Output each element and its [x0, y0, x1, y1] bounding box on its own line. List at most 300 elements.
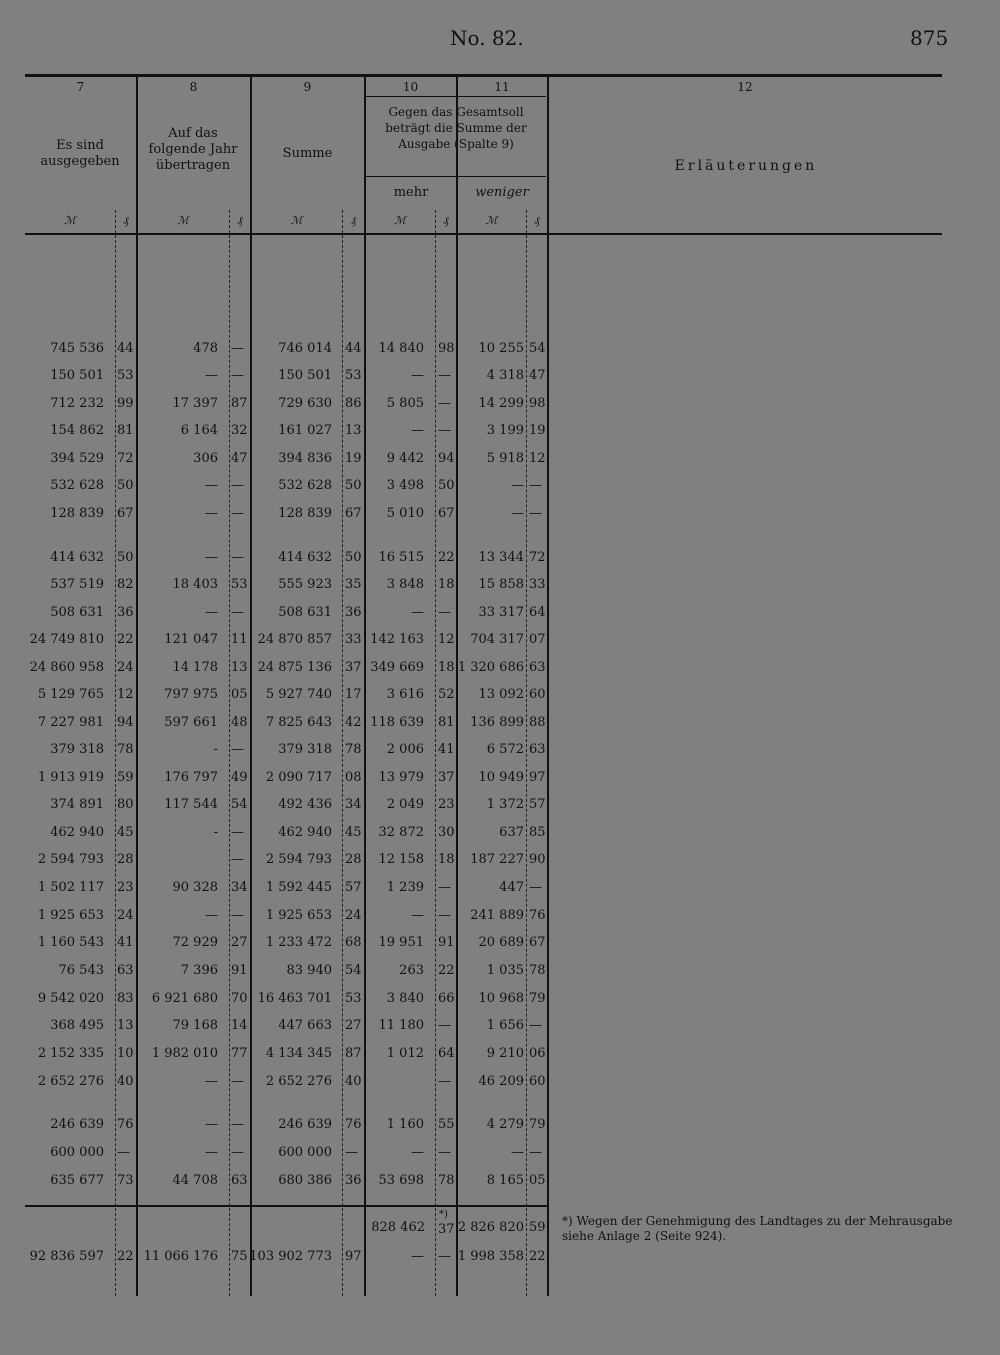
cell-ausgegeben-pf: 22 — [117, 632, 134, 647]
cell-mehr-pf: — — [438, 368, 451, 383]
cell-mehr-pf: — — [438, 605, 451, 620]
cell-weniger-pf: 76 — [529, 908, 546, 923]
cell-ausgegeben-pf: 82 — [117, 577, 134, 592]
cell-ausgegeben-mark: 2 652 276 — [37, 1074, 104, 1089]
cell-uebertragen-mark: — — [205, 1117, 218, 1132]
cell-ausgegeben-mark: 7 227 981 — [37, 715, 104, 730]
cell-summe-mark: 246 639 — [278, 1117, 332, 1132]
cell-uebertragen-pf: — — [231, 852, 244, 867]
cell-weniger-mark: 13 344 — [478, 550, 524, 565]
total-a-weniger-mark: 2 826 820 — [457, 1220, 524, 1235]
cell-ausgegeben-pf: 81 — [117, 423, 134, 438]
cell-ausgegeben-mark: 374 891 — [50, 797, 104, 812]
cell-ausgegeben-mark: 1 160 543 — [37, 935, 104, 950]
cell-summe-pf: 40 — [345, 1074, 362, 1089]
cell-weniger-pf: 05 — [529, 1173, 546, 1188]
unit-pf-9: ₰ — [350, 214, 357, 227]
cell-uebertragen-pf: — — [231, 908, 244, 923]
unit-pf-8: ₰ — [237, 214, 243, 227]
cell-ausgegeben-mark: 745 536 — [50, 341, 104, 356]
cell-mehr-mark: 19 951 — [378, 935, 424, 950]
cell-uebertragen-mark: 7 396 — [180, 963, 218, 978]
cell-weniger-mark: 4 279 — [486, 1117, 524, 1132]
cell-ausgegeben-pf: 28 — [117, 852, 134, 867]
cell-mehr-pf: — — [438, 1074, 451, 1089]
cell-summe-pf: 53 — [345, 991, 362, 1006]
cell-weniger-pf: — — [529, 1145, 542, 1160]
cell-uebertragen-pf: 14 — [231, 1018, 248, 1033]
cell-weniger-mark: 15 858 — [478, 577, 524, 592]
cell-mehr-pf: 22 — [438, 550, 455, 565]
cell-mehr-pf: 67 — [438, 506, 455, 521]
divider-7-8 — [136, 76, 138, 1296]
cell-summe-mark: 447 663 — [278, 1018, 332, 1033]
cell-uebertragen-mark: — — [205, 368, 218, 383]
cell-weniger-mark: 9 210 — [486, 1046, 524, 1061]
cell-uebertragen-pf: — — [231, 825, 244, 840]
cell-weniger-pf: 85 — [529, 825, 546, 840]
cell-uebertragen-pf: 47 — [231, 451, 248, 466]
cell-summe-mark: 394 836 — [278, 451, 332, 466]
col-num-12: 12 — [737, 80, 753, 94]
cell-uebertragen-pf: — — [231, 1145, 244, 1160]
cell-summe-mark: 508 631 — [278, 605, 332, 620]
cell-summe-mark: 2 090 717 — [265, 770, 332, 785]
cell-summe-pf: 28 — [345, 852, 362, 867]
cell-ausgegeben-mark: 150 501 — [50, 368, 104, 383]
page-number: 875 — [910, 26, 949, 50]
cell-weniger-mark: 3 199 — [486, 423, 524, 438]
cell-mehr-pf: 52 — [438, 687, 455, 702]
cell-summe-mark: 729 630 — [278, 396, 332, 411]
cell-ausgegeben-pf: 59 — [117, 770, 134, 785]
cell-mehr-pf: — — [438, 1018, 451, 1033]
cell-ausgegeben-pf: 23 — [117, 880, 134, 895]
cell-weniger-pf: — — [529, 880, 542, 895]
cell-summe-mark: 2 652 276 — [265, 1074, 332, 1089]
cell-ausgegeben-mark: 1 913 919 — [37, 770, 104, 785]
col-num-10: 10 — [402, 80, 419, 94]
cell-ausgegeben-mark: 2 152 335 — [37, 1046, 104, 1061]
cell-weniger-mark: — — [511, 506, 524, 521]
divider-10-11 — [456, 76, 458, 1296]
cell-summe-pf: 67 — [345, 506, 362, 521]
cell-weniger-pf: 88 — [529, 715, 546, 730]
cell-summe-mark: 379 318 — [278, 742, 332, 757]
cell-weniger-pf: 67 — [529, 935, 546, 950]
cell-mehr-pf: 64 — [438, 1046, 455, 1061]
cell-ausgegeben-mark: 9 542 020 — [37, 991, 104, 1006]
cell-ausgegeben-mark: 532 628 — [50, 478, 104, 493]
cell-uebertragen-pf: 54 — [231, 797, 248, 812]
cell-weniger-pf: 12 — [529, 451, 546, 466]
cell-weniger-mark: 10 968 — [478, 991, 524, 1006]
unit-mark-8: ℳ — [177, 214, 189, 227]
cell-mehr-mark: 2 049 — [386, 797, 424, 812]
cell-weniger-mark: 704 317 — [470, 632, 524, 647]
cell-ausgegeben-pf: 80 — [117, 797, 134, 812]
cell-summe-mark: 1 925 653 — [265, 908, 332, 923]
cell-ausgegeben-pf: 83 — [117, 991, 134, 1006]
col-num-8: 8 — [189, 80, 198, 94]
cell-ausgegeben-pf: 73 — [117, 1173, 134, 1188]
cell-uebertragen-mark: 44 708 — [172, 1173, 218, 1188]
cell-ausgegeben-mark: 92 836 597 — [29, 1249, 104, 1264]
page-number-label: No. 82. — [450, 26, 524, 50]
cell-uebertragen-mark: 72 929 — [172, 935, 218, 950]
cell-uebertragen-pf: 32 — [231, 423, 248, 438]
cell-weniger-pf: 60 — [529, 1074, 546, 1089]
cell-summe-pf: 76 — [345, 1117, 362, 1132]
cell-weniger-mark: 447 — [499, 880, 524, 895]
cell-ausgegeben-mark: 24 860 958 — [29, 660, 104, 675]
cell-ausgegeben-mark: 414 632 — [50, 550, 104, 565]
cell-summe-mark: 746 014 — [278, 341, 332, 356]
cell-summe-mark: 16 463 701 — [257, 991, 332, 1006]
cell-mehr-mark: 12 158 — [378, 852, 424, 867]
cell-uebertragen-mark: — — [205, 605, 218, 620]
cell-mehr-mark: 13 979 — [378, 770, 424, 785]
cell-weniger-mark: 33 317 — [478, 605, 524, 620]
cell-summe-pf: 53 — [345, 368, 362, 383]
cell-summe-pf: 27 — [345, 1018, 362, 1033]
cell-uebertragen-pf: 48 — [231, 715, 248, 730]
cell-weniger-mark: 187 227 — [470, 852, 524, 867]
cell-ausgegeben-pf: 24 — [117, 908, 134, 923]
cell-weniger-pf: 33 — [529, 577, 546, 592]
header-bottom-rule — [25, 233, 942, 235]
cell-weniger-pf: 54 — [529, 341, 546, 356]
cell-weniger-pf: 47 — [529, 368, 546, 383]
cell-ausgegeben-mark: 1 502 117 — [37, 880, 104, 895]
cell-summe-pf: 57 — [345, 880, 362, 895]
cell-summe-mark: 532 628 — [278, 478, 332, 493]
cell-mehr-pf: 23 — [438, 797, 455, 812]
cell-summe-pf: 50 — [345, 478, 362, 493]
cell-mehr-pf: 91 — [438, 935, 455, 950]
cell-uebertragen-mark: — — [205, 550, 218, 565]
cell-uebertragen-mark: 17 397 — [172, 396, 218, 411]
cell-weniger-pf: 72 — [529, 550, 546, 565]
cell-ausgegeben-pf: 63 — [117, 963, 134, 978]
cell-ausgegeben-pf: 50 — [117, 478, 134, 493]
cell-uebertragen-pf: 91 — [231, 963, 248, 978]
unit-mark-10: ℳ — [394, 214, 406, 227]
cell-summe-mark: 128 839 — [278, 506, 332, 521]
cell-mehr-pf: 50 — [438, 478, 455, 493]
cell-summe-mark: 103 902 773 — [249, 1249, 332, 1264]
cell-weniger-mark: 46 209 — [478, 1074, 524, 1089]
cell-mehr-mark: 32 872 — [378, 825, 424, 840]
cell-uebertragen-mark: 1 982 010 — [151, 1046, 218, 1061]
cell-uebertragen-pf: — — [231, 341, 244, 356]
cell-weniger-pf: 90 — [529, 852, 546, 867]
cell-uebertragen-pf: — — [231, 550, 244, 565]
divider-8-9 — [250, 76, 252, 1296]
cell-uebertragen-pf: 75 — [231, 1249, 248, 1264]
cell-mehr-pf: 55 — [438, 1117, 455, 1132]
cell-summe-mark: 680 386 — [278, 1173, 332, 1188]
cell-weniger-mark: 1 656 — [486, 1018, 524, 1033]
cell-summe-mark: 1 233 472 — [265, 935, 332, 950]
cell-summe-mark: 150 501 — [278, 368, 332, 383]
footnote: *) Wegen der Genehmigung des Landtages zu der Mehrausgabe siehe Anlage 2 (Seite 924). — [562, 1214, 953, 1243]
cell-uebertragen-mark: — — [205, 908, 218, 923]
cell-ausgegeben-mark: 128 839 — [50, 506, 104, 521]
cell-uebertragen-mark: — — [205, 1074, 218, 1089]
cell-summe-pf: 17 — [345, 687, 362, 702]
cell-summe-pf: 45 — [345, 825, 362, 840]
cell-ausgegeben-mark: 394 529 — [50, 451, 104, 466]
cell-uebertragen-pf: — — [231, 368, 244, 383]
unit-pf-10: ₰ — [443, 214, 449, 227]
cell-mehr-pf: 81 — [438, 715, 455, 730]
cell-mehr-mark: 16 515 — [378, 550, 424, 565]
cell-weniger-mark: 6 572 — [486, 742, 524, 757]
cell-uebertragen-pf: 70 — [231, 991, 248, 1006]
cell-mehr-mark: — — [411, 423, 424, 438]
cell-weniger-pf: — — [529, 478, 542, 493]
cell-ausgegeben-pf: 45 — [117, 825, 134, 840]
cell-summe-mark: 24 870 857 — [257, 632, 332, 647]
cell-ausgegeben-pf: 22 — [117, 1249, 134, 1264]
cell-weniger-mark: 1 035 — [486, 963, 524, 978]
cell-weniger-mark: 5 918 — [486, 451, 524, 466]
cell-weniger-mark: 1 320 686 — [457, 660, 524, 675]
cell-summe-mark: 24 875 136 — [257, 660, 332, 675]
total-a-mehr-pf: 37 — [438, 1222, 455, 1237]
cell-ausgegeben-pf: 41 — [117, 935, 134, 950]
cell-mehr-pf: 66 — [438, 991, 455, 1006]
cell-ausgegeben-pf: 78 — [117, 742, 134, 757]
cell-uebertragen-pf: 87 — [231, 396, 248, 411]
cell-mehr-mark: 3 840 — [386, 991, 424, 1006]
cell-mehr-pf: 22 — [438, 963, 455, 978]
unit-pf-7: ₰ — [123, 214, 129, 227]
cell-summe-pf: 19 — [345, 451, 362, 466]
cell-summe-pf: 42 — [345, 715, 362, 730]
cell-weniger-mark: 4 318 — [486, 368, 524, 383]
cell-summe-pf: 50 — [345, 550, 362, 565]
cell-ausgegeben-mark: 600 000 — [50, 1145, 104, 1160]
cell-mehr-mark: 3 498 — [386, 478, 424, 493]
cell-ausgegeben-pf: 72 — [117, 451, 134, 466]
cell-ausgegeben-mark: 462 940 — [50, 825, 104, 840]
cell-ausgegeben-pf: 12 — [117, 687, 134, 702]
cell-mehr-pf: — — [438, 423, 451, 438]
cell-summe-pf: 36 — [345, 605, 362, 620]
cell-mehr-mark: 14 840 — [378, 341, 424, 356]
cell-weniger-mark: 1 998 358 — [457, 1249, 524, 1264]
cell-summe-pf: — — [345, 1145, 358, 1160]
cell-mehr-pf: — — [438, 396, 451, 411]
cell-uebertragen-mark: 79 168 — [172, 1018, 218, 1033]
unit-mark-11: ℳ — [485, 214, 498, 227]
cell-weniger-pf: 79 — [529, 991, 546, 1006]
cell-summe-mark: 462 940 — [278, 825, 332, 840]
cell-mehr-mark: 142 163 — [370, 632, 424, 647]
cell-summe-mark: 492 436 — [278, 797, 332, 812]
cell-uebertragen-pf: — — [231, 478, 244, 493]
cell-ausgegeben-mark: 368 495 — [50, 1018, 104, 1033]
col-title-8: Auf das folgende Jahr übertragen — [148, 126, 238, 173]
cell-uebertragen-pf: 49 — [231, 770, 248, 785]
cell-uebertragen-pf: — — [231, 1074, 244, 1089]
cell-summe-pf: 68 — [345, 935, 362, 950]
cell-mehr-mark: 11 180 — [378, 1018, 424, 1033]
cell-weniger-pf: 57 — [529, 797, 546, 812]
col-sub-10: mehr — [393, 185, 429, 200]
cell-summe-mark: 161 027 — [278, 423, 332, 438]
col-group-title-10-11: Gegen das Gesamtsoll beträgt die Summe der Ausgabe (Spalte 9) — [385, 105, 527, 151]
cell-uebertragen-mark: 6 164 — [180, 423, 218, 438]
cell-uebertragen-mark: 6 921 680 — [151, 991, 218, 1006]
cell-weniger-pf: 97 — [529, 770, 546, 785]
cell-summe-pf: 13 — [345, 423, 362, 438]
cell-uebertragen-mark: 306 — [193, 451, 218, 466]
cell-uebertragen-pf: 11 — [231, 632, 248, 647]
cell-mehr-pf: 41 — [438, 742, 455, 757]
col-num-7: 7 — [76, 80, 85, 94]
cell-weniger-pf: — — [529, 1018, 542, 1033]
cell-ausgegeben-mark: 24 749 810 — [29, 632, 104, 647]
top-rule — [25, 74, 942, 77]
cell-uebertragen-mark: 18 403 — [172, 577, 218, 592]
cell-summe-pf: 35 — [345, 577, 362, 592]
cell-uebertragen-pf: 53 — [231, 577, 248, 592]
cell-ausgegeben-mark: 76 543 — [58, 963, 104, 978]
cell-summe-mark: 1 592 445 — [265, 880, 332, 895]
cell-weniger-mark: 10 949 — [478, 770, 524, 785]
cell-uebertragen-mark: 121 047 — [164, 632, 218, 647]
cell-summe-pf: 34 — [345, 797, 362, 812]
cell-ausgegeben-pf: 13 — [117, 1018, 134, 1033]
cell-uebertragen-mark: 478 — [193, 341, 218, 356]
cell-ausgegeben-pf: 67 — [117, 506, 134, 521]
cell-summe-mark: 7 825 643 — [265, 715, 332, 730]
cell-weniger-mark: 13 092 — [478, 687, 524, 702]
cell-ausgegeben-mark: 635 677 — [50, 1173, 104, 1188]
divider-9-10 — [364, 76, 366, 1296]
cell-uebertragen-mark: 90 328 — [172, 880, 218, 895]
cell-uebertragen-mark: - — [213, 742, 218, 757]
cell-ausgegeben-mark: 379 318 — [50, 742, 104, 757]
cell-ausgegeben-pf: 50 — [117, 550, 134, 565]
cell-weniger-pf: 63 — [529, 660, 546, 675]
cell-summe-pf: 36 — [345, 1173, 362, 1188]
unit-mark-9: ℳ — [290, 214, 303, 227]
cell-mehr-pf: 98 — [438, 341, 455, 356]
cell-mehr-pf: 37 — [438, 770, 455, 785]
cell-summe-pf: 78 — [345, 742, 362, 757]
cell-mehr-mark: 53 698 — [378, 1173, 424, 1188]
cell-weniger-pf: — — [529, 506, 542, 521]
cell-uebertragen-pf: 05 — [231, 687, 248, 702]
cell-mehr-pf: — — [438, 1249, 451, 1264]
cell-summe-mark: 555 923 — [278, 577, 332, 592]
cell-mehr-mark: 5 805 — [386, 396, 424, 411]
col-sub-11: weniger — [475, 185, 529, 200]
cell-summe-pf: 86 — [345, 396, 362, 411]
cell-summe-pf: 33 — [345, 632, 362, 647]
cell-mehr-mark: 5 010 — [386, 506, 424, 521]
cell-uebertragen-pf: — — [231, 506, 244, 521]
cell-weniger-pf: 98 — [529, 396, 546, 411]
cell-weniger-mark: 20 689 — [478, 935, 524, 950]
cell-summe-pf: 24 — [345, 908, 362, 923]
cell-ausgegeben-pf: 99 — [117, 396, 134, 411]
cell-mehr-pf: 12 — [438, 632, 455, 647]
cell-uebertragen-mark: 597 661 — [164, 715, 218, 730]
cell-uebertragen-mark: 176 797 — [164, 770, 218, 785]
cell-uebertragen-pf: 27 — [231, 935, 248, 950]
cell-weniger-mark: — — [511, 1145, 524, 1160]
cell-ausgegeben-pf: 76 — [117, 1117, 134, 1132]
cell-weniger-mark: 10 255 — [478, 341, 524, 356]
cell-weniger-mark: 136 899 — [470, 715, 524, 730]
cell-mehr-mark: — — [411, 368, 424, 383]
cell-ausgegeben-pf: 40 — [117, 1074, 134, 1089]
cell-uebertragen-pf: — — [231, 1117, 244, 1132]
total-a-weniger-pf: 59 — [529, 1220, 546, 1235]
cell-weniger-mark: 637 — [499, 825, 524, 840]
cell-ausgegeben-mark: 712 232 — [50, 396, 104, 411]
cell-mehr-mark: 3 848 — [386, 577, 424, 592]
cell-uebertragen-pf: 63 — [231, 1173, 248, 1188]
cell-mehr-mark: 3 616 — [386, 687, 424, 702]
cell-mehr-mark: — — [411, 908, 424, 923]
cell-mehr-pf: 18 — [438, 577, 455, 592]
cell-ausgegeben-mark: 2 594 793 — [37, 852, 104, 867]
cell-mehr-mark: — — [411, 1145, 424, 1160]
cell-weniger-pf: 60 — [529, 687, 546, 702]
cell-summe-mark: 2 594 793 — [265, 852, 332, 867]
cell-mehr-mark: 1 012 — [386, 1046, 424, 1061]
total-a-mehr-mark: 828 462 — [371, 1220, 425, 1235]
cell-mehr-pf: 30 — [438, 825, 455, 840]
cell-weniger-pf: 79 — [529, 1117, 546, 1132]
cell-uebertragen-pf: 13 — [231, 660, 248, 675]
cell-mehr-mark: 118 639 — [370, 715, 424, 730]
cell-weniger-mark: 241 889 — [470, 908, 524, 923]
cell-weniger-pf: 06 — [529, 1046, 546, 1061]
cell-mehr-mark: 1 160 — [386, 1117, 424, 1132]
cell-ausgegeben-mark: 1 925 653 — [37, 908, 104, 923]
cell-weniger-pf: 64 — [529, 605, 546, 620]
cell-mehr-mark: 263 — [399, 963, 424, 978]
cell-mehr-pf: 78 — [438, 1173, 455, 1188]
cell-summe-mark: 5 927 740 — [265, 687, 332, 702]
col-num-11: 11 — [494, 80, 510, 94]
cell-weniger-pf: 19 — [529, 423, 546, 438]
cell-summe-pf: 37 — [345, 660, 362, 675]
cell-mehr-pf: — — [438, 880, 451, 895]
cell-ausgegeben-pf: 44 — [117, 341, 134, 356]
totals-rule — [25, 1205, 548, 1207]
cell-summe-pf: 87 — [345, 1046, 362, 1061]
cell-mehr-mark: 349 669 — [370, 660, 424, 675]
cell-weniger-pf: 63 — [529, 742, 546, 757]
cell-mehr-pf: — — [438, 1145, 451, 1160]
cell-ausgegeben-mark: 537 519 — [50, 577, 104, 592]
col-title-9: Summe — [282, 146, 333, 161]
unit-pf-11: ₰ — [534, 214, 540, 227]
cell-weniger-pf: 78 — [529, 963, 546, 978]
cell-uebertragen-mark: — — [205, 478, 218, 493]
cell-uebertragen-mark: 797 975 — [164, 687, 218, 702]
cell-weniger-mark: 14 299 — [478, 396, 524, 411]
cell-ausgegeben-mark: 5 129 765 — [37, 687, 104, 702]
